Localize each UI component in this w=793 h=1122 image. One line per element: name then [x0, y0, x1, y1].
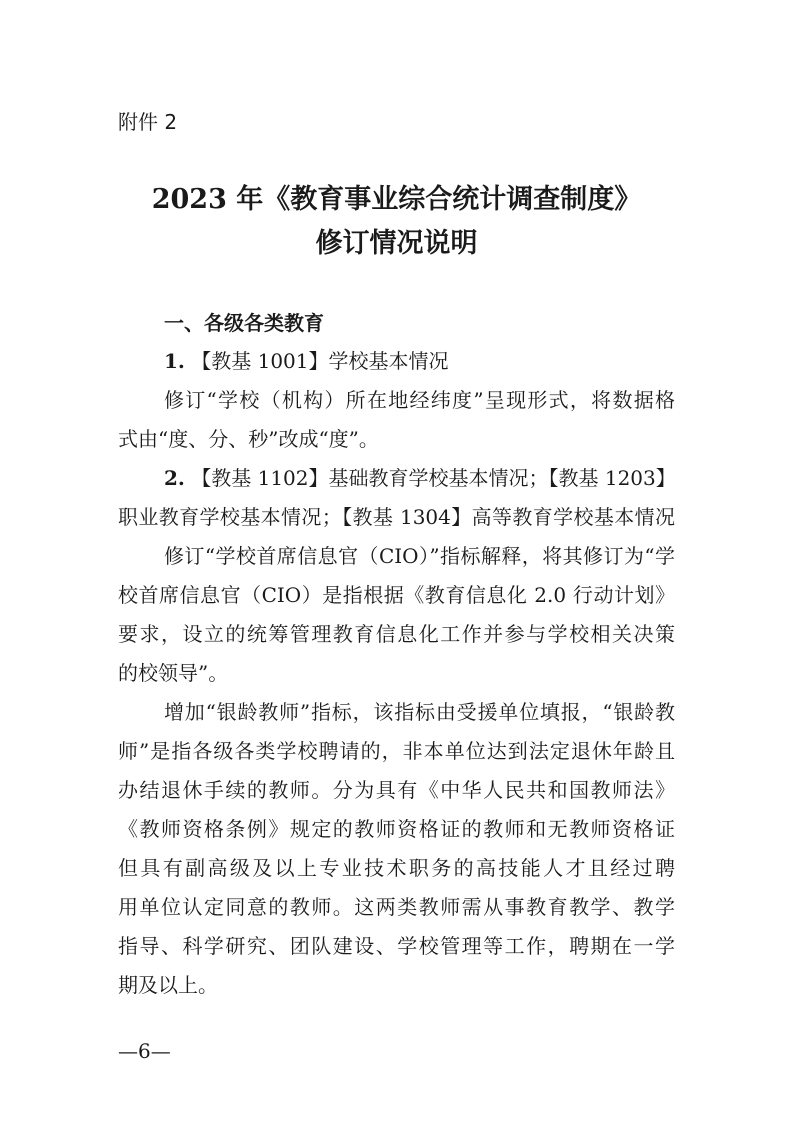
- paragraph-line: 式由“度、分、秒”改成“度”。: [118, 427, 379, 451]
- item-1-heading: [164, 347, 449, 375]
- paragraph-line: 师”是指各级各类学校聘请的，非本单位达到法定退休年龄且: [118, 739, 675, 763]
- item-text: 【教基 1102】基础教育学校基本情况；【教基 1203】: [191, 466, 676, 490]
- page-number: —6—: [118, 1039, 171, 1063]
- item-text: 【教基 1001】学校基本情况: [191, 349, 449, 373]
- paragraph-line: 增加“银龄教师”指标，该指标由受援单位填报，“银龄教: [164, 700, 675, 724]
- paragraph-line: 用单位认定同意的教师。这两类教师需从事教育教学、教学: [118, 895, 675, 919]
- paragraph-line: 《教师资格条例》规定的教师资格证的教师和无教师资格证: [118, 817, 675, 841]
- paragraph-line: 修订“学校（机构）所在地经纬度”呈现形式，将数据格: [164, 388, 675, 412]
- document-title-line-2: 修订情况说明: [315, 228, 478, 259]
- paragraph-line: 办结退休手续的教师。分为具有《中华人民共和国教师法》: [118, 778, 675, 802]
- paragraph-line: 指导、科学研究、团队建设、学校管理等工作，聘期在一学: [118, 934, 675, 958]
- attachment-label: 附件 2: [118, 110, 178, 134]
- paragraph-line: 期及以上。: [118, 973, 218, 997]
- item-number: 1.: [164, 349, 185, 373]
- paragraph-line: 要求，设立的统筹管理教育信息化工作并参与学校相关决策: [118, 622, 675, 646]
- item-2-heading-line-2: 职业教育学校基本情况；【教基 1304】高等教育学校基本情况: [118, 505, 675, 529]
- paragraph-line: 但具有副高级及以上专业技术职务的高技能人才且经过聘: [118, 856, 675, 880]
- paragraph-line: 修订“学校首席信息官（CIO）”指标解释，将其修订为“学: [164, 544, 675, 568]
- item-number: 2.: [164, 466, 185, 490]
- document-title-line-1: 2023 年《教育事业综合统计调查制度》: [151, 184, 642, 215]
- paragraph-line: 校首席信息官（CIO）是指根据《教育信息化 2.0 行动计划》: [118, 583, 675, 607]
- section-heading: 一、各级各类教育: [164, 311, 324, 335]
- paragraph-line: 的校领导”。: [118, 661, 229, 685]
- item-2-heading-line-1: [164, 464, 675, 492]
